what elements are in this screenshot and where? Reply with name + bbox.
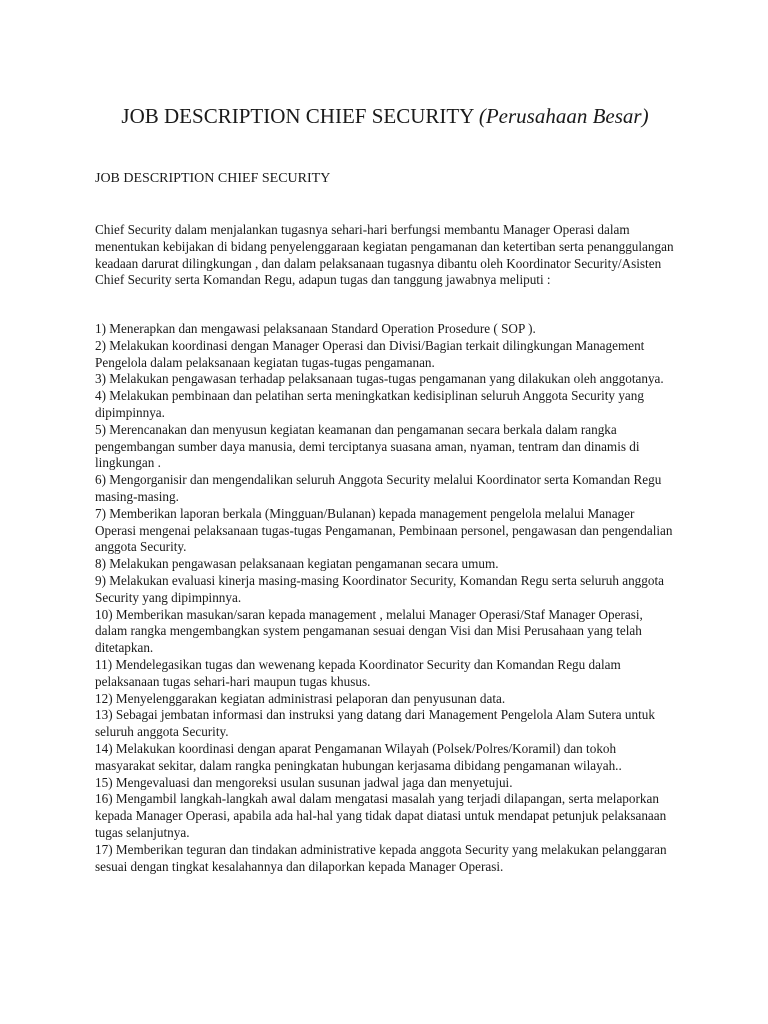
duty-item: 8) Melakukan pengawasan pelaksanaan kegiatan pengamanan secara umum. xyxy=(95,556,499,572)
duty-item: 17) Memberikan teguran dan tindakan administrative kepada anggota Security yang melakukan pelanggaran sesuai dengan tingkat kesalahannya dan dilaporkan kepada Manager Operasi. xyxy=(95,841,667,874)
duty-item: 6) Mengorganisir dan mengendalikan seluruh Anggota Security melalui Koordinator serta Komandan Regu masing-masing. xyxy=(95,472,662,504)
duty-item: 10) Memberikan masukan/saran kepada management , melalui Manager Operasi/Staf Manager Operasi, dalam rangka mengembangkan system pengamanan sesuai dengan Visi dan Misi Perusahaan yang telah ditetapkan. xyxy=(95,606,643,656)
duty-list xyxy=(95,321,675,875)
duty-item: 12) Menyelenggarakan kegiatan administrasi pelaporan dan penyusunan data. xyxy=(95,690,506,706)
duty-item: 2) Melakukan koordinasi dengan Manager Operasi dan Divisi/Bagian terkait dilingkungan Management Pengelola dalam pelaksanaan kegiatan tugas-tugas pengamanan. xyxy=(95,337,645,370)
title-main-text: JOB DESCRIPTION CHIEF SECURITY xyxy=(121,104,474,128)
duty-item: 16) Mengambil langkah-langkah awal dalam mengatasi masalah yang terjadi dilapangan, serta melaporkan kepada Manager Operasi, apabila ada hal-hal yang tidak dapat diatasi untuk mendapat petunjuk pelaksanaan tugas selanjutnya. xyxy=(95,791,667,840)
duty-item: 15) Mengevaluasi dan mengoreksi usulan susunan jadwal jaga dan menyetujui. xyxy=(95,774,513,790)
title-italic-text: (Perusahaan Besar) xyxy=(478,104,649,128)
duty-item: 14) Melakukan koordinasi dengan aparat Pengamanan Wilayah (Polsek/Polres/Koramil) dan tokoh masyarakat sekitar, dalam rangka peningkatan hubungan kerjasama dibidang pengamanan wilayah.. xyxy=(95,740,622,773)
duty-item: 9) Melakukan evaluasi kinerja masing-masing Koordinator Security, Komandan Regu serta seluruh anggota Security yang dipimpinnya. xyxy=(95,572,664,605)
duty-item: 5) Merencanakan dan menyusun kegiatan keamanan dan pengamanan secara berkala dalam rangka pengembangan sumber daya manusia, demi terciptanya suasana aman, nyaman, tentram dan dinamis di lingkungan . xyxy=(95,421,640,471)
duty-item: 11) Mendelegasikan tugas dan wewenang kepada Koordinator Security dan Komandan Regu dalam pelaksanaan tugas sehari-hari maupun tugas khusus. xyxy=(95,656,621,689)
duty-item: 7) Memberikan laporan berkala (Mingguan/Bulanan) kepada management pengelola melalui Manager Operasi mengenai pelaksanaan tugas-tugas Pengamanan, Pembinaan personel, pengawasan dan pengendalian anggota Security. xyxy=(95,505,673,555)
duty-item: 1) Menerapkan dan mengawasi pelaksanaan Standard Operation Prosedure ( SOP ). xyxy=(95,321,536,336)
duty-item: 4) Melakukan pembinaan dan pelatihan serta meningkatkan kedisiplinan seluruh Anggota Security yang dipimpinnya. xyxy=(95,388,644,420)
section-heading: JOB DESCRIPTION CHIEF SECURITY xyxy=(95,171,331,186)
intro-paragraph: Chief Security dalam menjalankan tugasnya sehari-hari berfungsi membantu Manager Operasi dalam menentukan kebijakan di bidang penyelenggaraan kegiatan pengamanan dan ketertiban serta penanggulangan keadaan darurat dilingkungan , dan dalam pelaksanaan tugasnya dibantu oleh Koordinator Security/Asisten Chief Security serta Komandan Regu, adapun tugas dan tanggung jawabnya meliputi : xyxy=(95,222,674,288)
duty-item: 3) Melakukan pengawasan terhadap pelaksanaan tugas-tugas pengamanan yang dilakukan oleh anggotanya. xyxy=(95,371,664,387)
document-title xyxy=(95,104,675,129)
duty-item: 13) Sebagai jembatan informasi dan instruksi yang datang dari Management Pengelola Alam Sutera untuk seluruh anggota Security. xyxy=(95,707,655,740)
